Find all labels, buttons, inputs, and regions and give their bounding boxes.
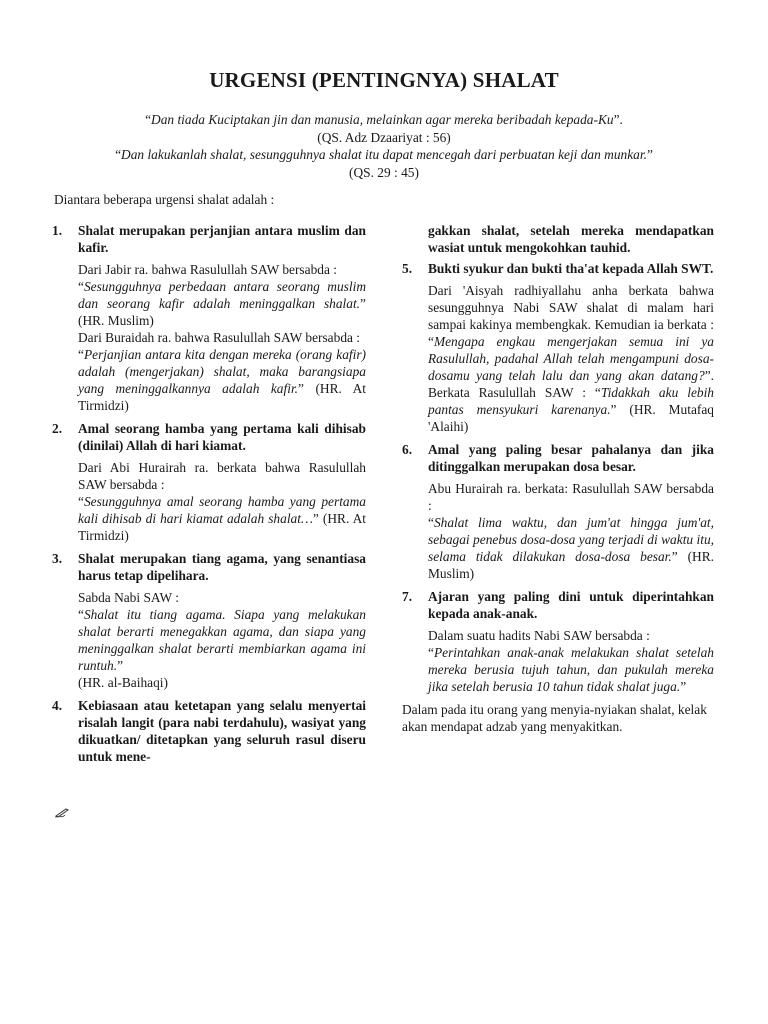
item-text: Dalam suatu hadits Nabi SAW bersabda : [428, 628, 650, 643]
list-item [52, 420, 366, 544]
list-item [402, 588, 714, 695]
item-heading [402, 260, 714, 277]
item-number: 5. [402, 261, 413, 276]
hadith-quote: Shalat itu tiang agama. Siapa yang melakukan shalat berarti menegakkan agama, dan siapa yang meninggalkan shalat berarti membiarkan agama ini runtuh. [78, 607, 366, 673]
epigraph-quote-2: Dan lakukanlah shalat, sesungguhnya shalat itu dapat mencegah dari perbuatan keji dan munkar. [121, 147, 647, 162]
item-heading-text: Amal seorang hamba yang pertama kali dihisab (dinilai) Allah di hari kiamat. [78, 421, 366, 453]
left-column [52, 222, 366, 771]
hadith-ref: (HR. Muslim) [428, 549, 714, 581]
item-body: Sabda Nabi SAW : “Shalat itu tiang agama. Siapa yang melakukan shalat berarti menegakkan agama, dan siapa yang meninggalkan shalat berarti membiarkan agama ini runtuh.” (HR. al-Baihaqi) [78, 590, 366, 690]
item-heading [52, 550, 366, 584]
pen-icon [54, 806, 70, 818]
hadith-ref: (HR. At Tirmidzi) [78, 511, 366, 543]
hadith-ref: (HR. At Tirmidzi) [78, 381, 366, 413]
item-number: 4. [52, 698, 63, 713]
item-text: Abu Hurairah ra. berkata: Rasulullah SAW bersabda : [428, 481, 714, 513]
hadith-ref: (HR. Mutafaq 'Alaihi) [428, 402, 714, 434]
epigraph: “Dan tiada Kuciptakan jin dan manusia, melainkan agar mereka beribadah kepada-Ku”. (QS. Adz Dzaariyat : 56) “Dan lakukanlah shalat, sesungguhnya shalat itu dapat mencegah dari perbuatan keji dan munkar.” (QS. 29 : 45) [40, 111, 728, 181]
hadith-quote: Perjanjian antara kita dengan mereka (orang kafir) adalah (mengerjakan) shalat, maka barangsiapa yang meninggalkannya adalah kafir. [78, 347, 366, 396]
item-heading-continuation: gakkan shalat, setelah mereka mendapatkan wasiat untuk mengokohkan tauhid. [428, 223, 714, 255]
item-heading-text: Bukti syukur dan bukti tha'at kepada Allah SWT. [428, 261, 714, 276]
item-body: Dalam suatu hadits Nabi SAW bersabda : “Perintahkan anak-anak melakukan shalat setelah mereka berusia tujuh tahun, dan pukulah mereka jika setelah berusia 10 tahun tidak shalat juga.” [428, 628, 714, 694]
epigraph-ref-1: (QS. Adz Dzaariyat : 56) [317, 129, 451, 145]
item-heading [52, 222, 366, 256]
intro-text: Diantara beberapa urgensi shalat adalah : [54, 192, 275, 207]
hadith-quote: Shalat lima waktu, dan jum'at hingga jum'at, sebagai penebus dosa-dosa yang terjadi di waktu itu, selama tidak dilakukan dosa-dosa besar. [428, 515, 714, 564]
epigraph-quote-1: Dan tiada Kuciptakan jin dan manusia, melainkan agar mereka beribadah kepada-Ku [151, 112, 614, 127]
item-body: Abu Hurairah ra. berkata: Rasulullah SAW bersabda : “Shalat lima waktu, dan jum'at hingga jum'at, sebagai penebus dosa-dosa yang terjadi di waktu itu, selama tidak dilakukan dosa-dosa besar.” (HR. Muslim) [428, 481, 714, 581]
item-heading-text: Shalat merupakan tiang agama, yang senantiasa harus tetap dipelihara. [78, 551, 366, 583]
hadith-quote: Sesungguhnya perbedaan antara seorang muslim dan seorang kafir adalah meninggalkan shalat. [78, 279, 366, 311]
right-column [402, 222, 714, 735]
item-heading-text: Shalat merupakan perjanjian antara muslim dan kafir. [78, 223, 366, 255]
hadith-quote: Mengapa engkau mengerjakan semua ini ya Rasulullah, padahal Allah telah mengampuni dosa-dosamu yang telah lalu dan yang akan datang? [428, 334, 714, 383]
hadith-ref: (HR. Muslim) [78, 313, 154, 328]
item-heading [402, 588, 714, 622]
item-body: Dari Abi Hurairah ra. berkata bahwa Rasulullah SAW bersabda : “Sesungguhnya amal seorang hamba yang pertama kali dihisab di hari kiamat adalah shalat…” (HR. At Tirmidzi) [78, 460, 366, 543]
item-number: 1. [52, 223, 63, 238]
item-number: 7. [402, 589, 413, 604]
item-number: 2. [52, 421, 63, 436]
item-heading [52, 697, 366, 765]
hadith-ref: (HR. al-Baihaqi) [78, 675, 168, 690]
list-item [52, 550, 366, 691]
item-heading [402, 441, 714, 475]
item-number: 3. [52, 551, 63, 566]
page-title: URGENSI (PENTINGNYA) SHALAT [209, 68, 559, 92]
item-heading-text: Ajaran yang paling dini untuk diperintahkan kepada anak-anak. [428, 589, 714, 621]
list-item [402, 441, 714, 582]
list-item [52, 222, 366, 414]
hadith-quote: Perintahkan anak-anak melakukan shalat setelah mereka berusia tujuh tahun, dan pukulah mereka jika setelah berusia 10 tahun tidak shalat juga. [428, 645, 714, 694]
item-body: Dari Jabir ra. bahwa Rasulullah SAW bersabda : “Sesungguhnya perbedaan antara seorang muslim dan seorang kafir adalah meninggalkan shalat.” (HR. Muslim) Dari Buraidah ra. bahwa Rasulullah SAW bersabda : “Perjanjian antara kita dengan mereka (orang kafir) adalah (mengerjakan) shalat, maka barangsiapa yang meninggalkannya adalah kafir.” (HR. At Tirmidzi) [78, 262, 366, 413]
item-text: Dari Buraidah ra. bahwa Rasulullah SAW bersabda : [78, 330, 361, 345]
item-text: . Berkata Rasulullah SAW : [428, 368, 714, 400]
item-body: Dari 'Aisyah radhiyallahu anha berkata bahwa sesungguhnya Nabi SAW shalat di malam hari sampai kakinya membengkak. Kemudian ia berkata : “Mengapa engkau mengerjakan semua ini ya Rasulullah, padahal Allah telah mengampuni dosa-dosamu yang telah lalu dan yang akan datang?”. Berkata Rasulullah SAW : “Tidakkah aku lebih pantas mensyukuri karenanya.” (HR. Mutafaq 'Alaihi) [428, 283, 714, 434]
hadith-quote: Sesungguhnya amal seorang hamba yang pertama kali dihisab di hari kiamat adalah shalat… [78, 494, 366, 526]
item-heading-text: Amal yang paling besar pahalanya dan jika ditinggalkan merupakan dosa besar. [428, 442, 714, 474]
item-heading [52, 420, 366, 454]
epigraph-ref-2: (QS. 29 : 45) [349, 164, 419, 180]
item-text: Dari Jabir ra. bahwa Rasulullah SAW bersabda : [78, 262, 337, 277]
hadith-quote: Tidakkah aku lebih pantas mensyukuri karenanya. [428, 385, 714, 417]
item-text: Sabda Nabi SAW : [78, 590, 179, 605]
item-text: Dari 'Aisyah radhiyallahu anha berkata bahwa sesungguhnya Nabi SAW shalat di malam hari sampai kakinya membengkak. Kemudian ia berkata : [428, 283, 714, 332]
item-text: Dari Abi Hurairah ra. berkata bahwa Rasulullah SAW bersabda : [78, 460, 366, 492]
item-heading-text: Kebiasaan atau ketetapan yang selalu menyertai risalah langit (para nabi terdahulu), wasiyat yang dikuatkan/ ditetapkan yang seluruh rasul diseru untuk mene- [78, 698, 366, 764]
closing-text: Dalam pada itu orang yang menyia-nyiakan shalat, kelak akan mendapat adzab yang menyakitkan. [402, 702, 707, 734]
list-item [402, 260, 714, 435]
item-number: 6. [402, 442, 413, 457]
list-item [52, 697, 366, 765]
